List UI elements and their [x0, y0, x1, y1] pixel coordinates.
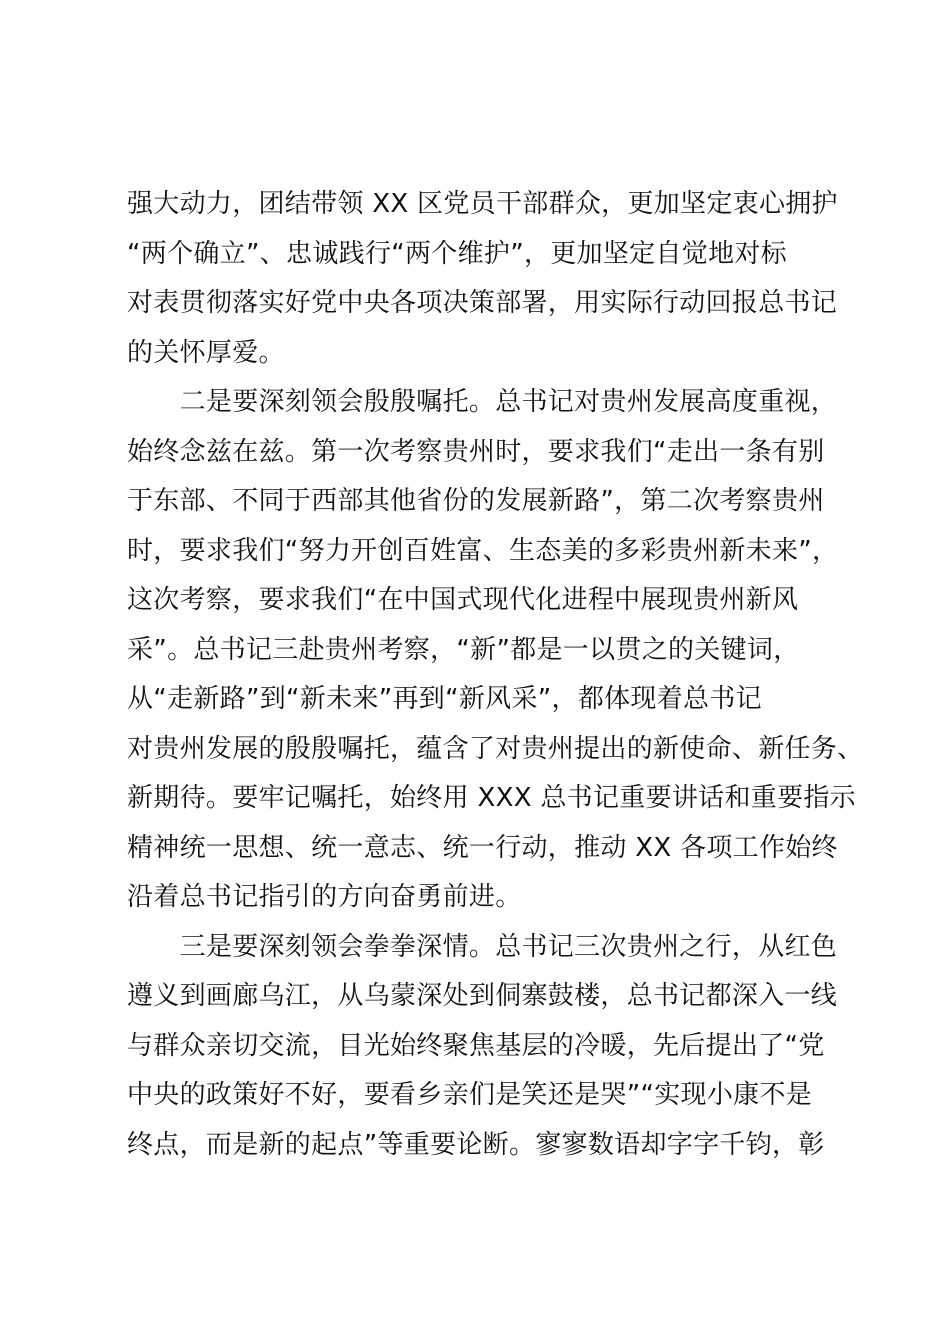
text-line: 对贵州发展的殷殷嘱托，蕴含了对贵州提出的新使命、新任务、 — [127, 733, 864, 764]
text-line: 从“走新路”到“新未来”再到“新风采”，都体现着总书记 — [127, 684, 762, 714]
text-line: 中央的政策好不好，要看乡亲们是笑还是哭”“实现小康不是 — [127, 1080, 813, 1110]
body-text — [127, 180, 867, 1170]
text-line: 遵义到画廊乌江，从乌蒙深处到侗寨鼓楼，总书记都深入一线 — [127, 981, 838, 1011]
text-line: 终点，而是新的起点”等重要论断。寥寥数语却字字千钧，彰 — [127, 1129, 825, 1160]
text-line: 强大动力，团结带领 XX 区党员干部群众，更加坚定衷心拥护 — [127, 189, 838, 219]
text-line: 精神统一思想、统一意志、统一行动，推动 XX 各项工作始终 — [127, 832, 838, 863]
text-line: 新期待。要牢记嘱托，始终用 XXX 总书记重要讲话和重要指示 — [127, 783, 856, 813]
text-line: 始终念兹在兹。第一次考察贵州时，要求我们“走出一条有别 — [127, 436, 825, 467]
text-line: 与群众亲切交流，目光始终聚焦基层的冷暖，先后提出了“党 — [127, 1030, 825, 1061]
text-line: 沿着总书记指引的方向奋勇前进。 — [127, 882, 522, 912]
text-line: 的关怀厚爱。 — [127, 337, 285, 368]
text-line: 采”。总书记三赴贵州考察，“新”都是一以贯之的关键词， — [127, 634, 800, 665]
text-line: 时，要求我们“努力开创百姓富、生态美的多彩贵州新未来”， — [127, 535, 839, 566]
text-line: 于东部、不同于西部其他省份的发展新路”，第二次考察贵州 — [127, 486, 825, 516]
text-line: 这次考察，要求我们“在中国式现代化进程中展现贵州新风 — [127, 585, 799, 615]
text-line: “两个确立”、忠诚践行“两个维护”，更加坚定自觉地对标 — [127, 238, 787, 269]
text-line: 对表贯彻落实好党中央各项决策部署，用实际行动回报总书记 — [127, 288, 838, 318]
text-line: 二是要深刻领会殷殷嘱托。总书记对贵州发展高度重视， — [127, 387, 838, 417]
text-line: 三是要深刻领会拳拳深情。总书记三次贵州之行，从红色 — [127, 931, 838, 962]
